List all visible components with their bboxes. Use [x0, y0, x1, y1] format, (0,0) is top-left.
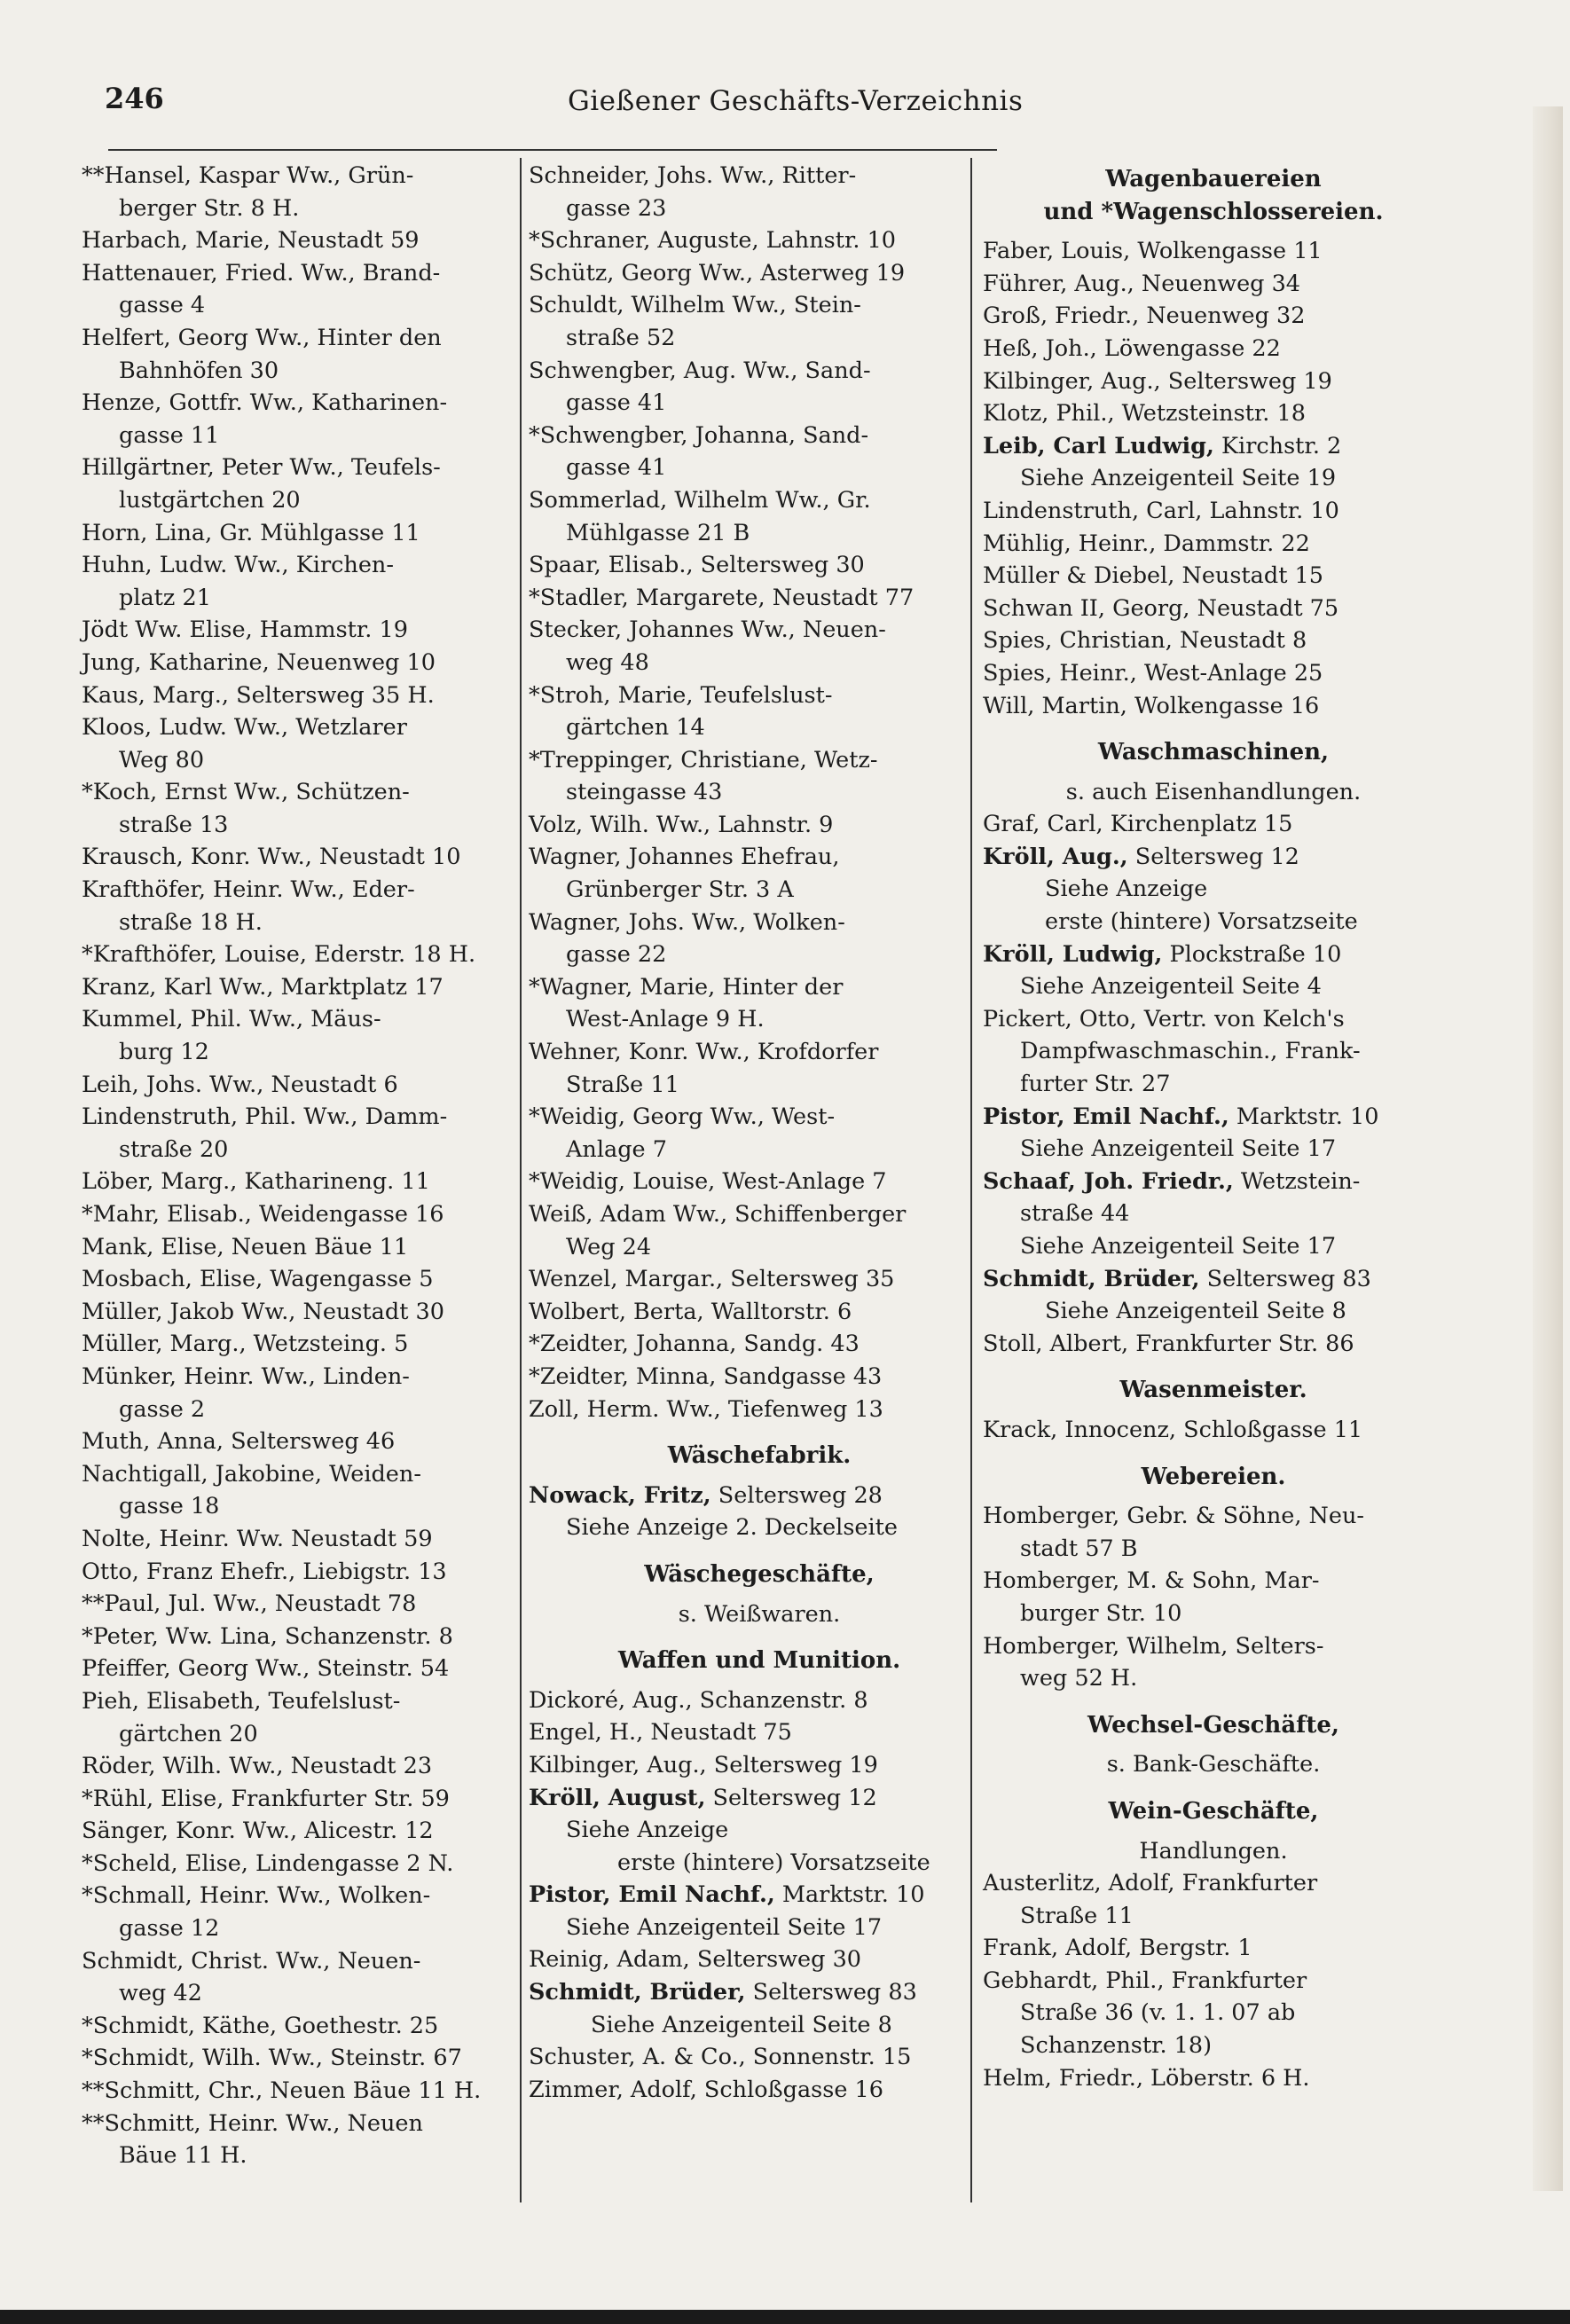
list-item: Groß, Friedr., Neuenweg 32: [983, 302, 1306, 330]
business-address: Marktstr. 10: [1229, 1103, 1379, 1130]
list-item: burg 12: [119, 1039, 209, 1066]
list-item: Kilbinger, Aug., Seltersweg 19: [983, 367, 1332, 395]
list-item: Frank, Adolf, Bergstr. 1: [983, 1935, 1252, 1962]
list-item: [983, 1101, 1444, 1134]
list-item: Spies, Heinr., West-Anlage 25: [983, 659, 1323, 687]
list-item: Pickert, Otto, Vertr. von Kelch's: [983, 1005, 1345, 1032]
cross-reference: s. auch Eisenhandlungen.: [1065, 778, 1362, 805]
list-item: West-Anlage 9 H.: [566, 1006, 765, 1033]
list-item: Hattenauer, Fried. Ww., Brand-: [82, 259, 441, 287]
list-item: Schanzenstr. 18): [1020, 2032, 1213, 2060]
list-item: **Hansel, Kaspar Ww., Grün-: [82, 162, 414, 189]
scan-bottom-edge: [0, 2310, 1570, 2324]
list-item: Müller, Marg., Wetzsteing. 5: [82, 1331, 409, 1358]
list-item: Dampfwaschmaschin., Frank-: [1020, 1038, 1361, 1065]
list-item: Will, Martin, Wolkengasse 16: [983, 692, 1320, 719]
list-item: Röder, Wilh. Ww., Neustadt 23: [82, 1753, 433, 1780]
list-item: *Weidig, Louise, West-Anlage 7: [529, 1168, 887, 1196]
list-item: weg 52 H.: [1020, 1665, 1138, 1692]
list-item: [983, 841, 1444, 874]
business-name: Leib, Carl Ludwig,: [983, 432, 1214, 459]
header-rule: [108, 149, 997, 151]
list-item: Huhn, Ludw. Ww., Kirchen-: [82, 552, 394, 579]
section-heading-wasenmeister: Wasenmeister.: [1119, 1377, 1307, 1404]
list-item: platz 21: [119, 584, 211, 611]
list-item: Stoll, Albert, Frankfurter Str. 86: [983, 1330, 1354, 1357]
cross-reference: s. Weißwaren.: [678, 1600, 841, 1628]
list-item: Homberger, Gebr. & Söhne, Neu-: [983, 1503, 1364, 1530]
list-item: Kilbinger, Aug., Seltersweg 19: [529, 1751, 878, 1778]
list-item: Graf, Carl, Kirchenplatz 15: [983, 811, 1293, 838]
ad-reference: Siehe Anzeigenteil Seite 17: [1020, 1233, 1337, 1260]
list-item: *Peter, Ww. Lina, Schanzenstr. 8: [82, 1622, 453, 1650]
list-item: Schmidt, Christ. Ww., Neuen-: [82, 1947, 421, 1975]
list-item: lustgärtchen 20: [119, 486, 301, 514]
ad-reference: erste (hintere) Vorsatzseite: [1045, 908, 1358, 936]
list-item: Anlage 7: [566, 1135, 667, 1163]
list-item: *Schwengber, Johanna, Sand-: [529, 421, 869, 449]
list-item: Lindenstruth, Phil. Ww., Damm-: [82, 1103, 448, 1131]
business-address: Wetzstein-: [1233, 1167, 1361, 1195]
list-item: gasse 23: [566, 194, 667, 222]
business-address: Seltersweg 83: [745, 1979, 917, 2006]
list-item: straße 44: [1020, 1200, 1130, 1228]
list-item: Leih, Johs. Ww., Neustadt 6: [82, 1071, 398, 1098]
list-item: straße 18 H.: [119, 908, 263, 936]
left-column: [82, 160, 525, 2172]
list-item: straße 13: [119, 811, 229, 838]
list-item: Dickoré, Aug., Schanzenstr. 8: [529, 1686, 868, 1714]
ad-reference: Siehe Anzeigenteil Seite 8: [1045, 1298, 1346, 1325]
list-item: Münker, Heinr. Ww., Linden-: [82, 1362, 410, 1390]
business-name: Schaaf, Joh. Friedr.,: [983, 1167, 1234, 1195]
list-item: Pfeiffer, Georg Ww., Steinstr. 54: [82, 1655, 450, 1683]
list-item: gärtchen 14: [566, 714, 705, 742]
list-item: Bahnhöfen 30: [119, 357, 279, 384]
business-address: Plockstraße 10: [1162, 940, 1342, 968]
list-item: Kummel, Phil. Ww., Mäus-: [82, 1006, 381, 1033]
list-item: Wagner, Johs. Ww., Wolken-: [529, 908, 845, 936]
list-item: Löber, Marg., Katharineng. 11: [82, 1168, 430, 1196]
list-item: Helfert, Georg Ww., Hinter den: [82, 324, 442, 351]
section-subheading-wein: Handlungen.: [1139, 1837, 1288, 1865]
list-item: gärtchen 20: [119, 1720, 258, 1747]
list-item: Sänger, Konr. Ww., Alicestr. 12: [82, 1818, 434, 1845]
list-item: Jung, Katharine, Neuenweg 10: [82, 648, 436, 676]
list-item: Otto, Franz Ehefr., Liebigstr. 13: [82, 1558, 447, 1585]
list-item: weg 42: [119, 1980, 202, 2007]
list-item: **Paul, Jul. Ww., Neustadt 78: [82, 1590, 417, 1618]
list-item: Zimmer, Adolf, Schloßgasse 16: [529, 2076, 883, 2103]
list-item: Straße 11: [566, 1071, 679, 1098]
list-item: Kranz, Karl Ww., Marktplatz 17: [82, 973, 444, 1001]
list-item: Homberger, M. & Sohn, Mar-: [983, 1567, 1320, 1595]
ad-reference: Siehe Anzeigenteil Seite 8: [591, 2011, 892, 2038]
list-item: Schuldt, Wilhelm Ww., Stein-: [529, 292, 861, 319]
list-item: Wehner, Konr. Ww., Krofdorfer: [529, 1039, 879, 1066]
list-item: Schwan II, Georg, Neustadt 75: [983, 594, 1339, 622]
list-item: Wagner, Johannes Ehefrau,: [529, 844, 840, 871]
list-item: gasse 11: [119, 421, 220, 449]
list-item: Weg 24: [566, 1233, 652, 1260]
list-item: Kaus, Marg., Seltersweg 35 H.: [82, 681, 435, 709]
business-address: Seltersweg 12: [1127, 843, 1299, 870]
list-item: gasse 2: [119, 1395, 206, 1423]
business-address: Seltersweg 12: [705, 1784, 877, 1811]
list-item: [529, 1782, 990, 1815]
list-item: Henze, Gottfr. Ww., Katharinen-: [82, 389, 448, 417]
section-heading-waschmaschinen: Waschmaschinen,: [1097, 739, 1330, 766]
page-title: Gießener Geschäfts-Verzeichnis: [568, 85, 1024, 117]
list-item: Krack, Innocenz, Schloßgasse 11: [983, 1416, 1363, 1443]
list-item: Wenzel, Margar., Seltersweg 35: [529, 1266, 895, 1293]
list-item: *Mahr, Elisab., Weidengasse 16: [82, 1201, 444, 1228]
business-name: Kröll, August,: [529, 1784, 706, 1811]
list-item: **Schmitt, Heinr. Ww., Neuen: [82, 2109, 423, 2137]
business-address: Marktstr. 10: [774, 1881, 925, 1909]
section-heading-waeschefabrik: Wäschefabrik.: [667, 1442, 852, 1470]
list-item: gasse 18: [119, 1493, 220, 1520]
list-item: Harbach, Marie, Neustadt 59: [82, 227, 420, 255]
business-name: Kröll, Aug.,: [983, 843, 1128, 870]
list-item: Straße 36 (v. 1. 1. 07 ab: [1020, 1999, 1296, 2027]
list-item: Führer, Aug., Neuenweg 34: [983, 270, 1301, 297]
page-edge-bleed: [1533, 106, 1563, 2191]
list-item: *Stroh, Marie, Teufelslust-: [529, 681, 833, 709]
list-item: gasse 12: [119, 1915, 220, 1943]
list-item: Krausch, Konr. Ww., Neustadt 10: [82, 844, 461, 871]
list-item: Klotz, Phil., Wetzsteinstr. 18: [983, 400, 1306, 428]
list-item: Schwengber, Aug. Ww., Sand-: [529, 357, 871, 384]
list-item: *Koch, Ernst Ww., Schützen-: [82, 779, 410, 806]
list-item: *Schmidt, Käthe, Goethestr. 25: [82, 2012, 439, 2039]
list-item: *Scheld, Elise, Lindengasse 2 N.: [82, 1849, 454, 1877]
list-item: Mank, Elise, Neuen Bäue 11: [82, 1233, 409, 1260]
list-item: Mühlig, Heinr., Dammstr. 22: [983, 530, 1310, 557]
section-heading-wagenschlosser: und *Wagenschlossereien.: [1043, 198, 1384, 225]
list-item: Nachtigall, Jakobine, Weiden-: [82, 1460, 421, 1488]
list-item: Wolbert, Berta, Walltorstr. 6: [529, 1298, 852, 1325]
list-item: Schütz, Georg Ww., Asterweg 19: [529, 259, 906, 287]
list-item: straße 52: [566, 324, 676, 351]
ad-reference: Siehe Anzeigenteil Seite 17: [1020, 1135, 1337, 1163]
page-number: 246: [105, 82, 164, 115]
list-item: burger Str. 10: [1020, 1599, 1182, 1627]
list-item: stadt 57 B: [1020, 1535, 1138, 1562]
list-item: [983, 1263, 1444, 1296]
cross-reference: s. Bank-Geschäfte.: [1106, 1751, 1321, 1778]
list-item: [983, 430, 1444, 463]
list-item: Zoll, Herm. Ww., Tiefenweg 13: [529, 1395, 883, 1423]
list-item: Bäue 11 H.: [119, 2142, 247, 2170]
list-item: [529, 1480, 990, 1512]
list-item: gasse 22: [566, 941, 667, 969]
list-item: gasse 4: [119, 292, 206, 319]
list-item: Reinig, Adam, Seltersweg 30: [529, 1946, 862, 1974]
section-heading-wein: Wein-Geschäfte,: [1108, 1797, 1319, 1825]
list-item: [983, 1166, 1444, 1198]
list-item: steingasse 43: [566, 779, 723, 806]
ad-reference: Siehe Anzeigenteil Seite 17: [566, 1913, 883, 1941]
list-item: Muth, Anna, Seltersweg 46: [82, 1428, 396, 1456]
ad-reference: Siehe Anzeigenteil Seite 19: [1020, 465, 1337, 492]
middle-column: [529, 160, 990, 2106]
list-item: Spies, Christian, Neustadt 8: [983, 627, 1307, 655]
list-item: Jödt Ww. Elise, Hammstr. 19: [82, 616, 408, 644]
list-item: gasse 41: [566, 389, 667, 417]
ad-reference: erste (hintere) Vorsatzseite: [617, 1849, 930, 1876]
list-item: Engel, H., Neustadt 75: [529, 1719, 792, 1747]
list-item: weg 48: [566, 648, 649, 676]
list-item: Lindenstruth, Carl, Lahnstr. 10: [983, 497, 1339, 524]
list-item: Grünberger Str. 3 A: [566, 876, 794, 904]
business-name: Pistor, Emil Nachf.,: [983, 1103, 1229, 1130]
business-address: Seltersweg 83: [1199, 1265, 1371, 1292]
business-name: Kröll, Ludwig,: [983, 940, 1163, 968]
list-item: *Weidig, Georg Ww., West-: [529, 1103, 836, 1131]
section-heading-wechsel: Wechsel-Geschäfte,: [1087, 1711, 1339, 1739]
list-item: [983, 938, 1444, 971]
list-item: Horn, Lina, Gr. Mühlgasse 11: [82, 519, 420, 546]
list-item: berger Str. 8 H.: [119, 194, 300, 222]
list-item: *Wagner, Marie, Hinter der: [529, 973, 844, 1001]
ad-reference: Siehe Anzeigenteil Seite 4: [1020, 973, 1322, 1001]
list-item: Gebhardt, Phil., Frankfurter: [983, 1967, 1307, 1994]
business-name: Schmidt, Brüder,: [529, 1979, 746, 2006]
list-item: Austerlitz, Adolf, Frankfurter: [983, 1870, 1318, 1897]
list-item: Homberger, Wilhelm, Selters-: [983, 1632, 1324, 1660]
list-item: Schuster, A. & Co., Sonnenstr. 15: [529, 2044, 912, 2071]
list-item: Müller, Jakob Ww., Neustadt 30: [82, 1298, 445, 1325]
section-heading-waffen: Waffen und Munition.: [617, 1647, 901, 1675]
list-item: Weiß, Adam Ww., Schiffenberger: [529, 1201, 907, 1228]
list-item: Volz, Wilh. Ww., Lahnstr. 9: [529, 811, 834, 838]
list-item: Pieh, Elisabeth, Teufelslust-: [82, 1687, 401, 1715]
list-item: *Krafthöfer, Louise, Ederstr. 18 H.: [82, 941, 476, 969]
business-address: Kirchstr. 2: [1213, 432, 1342, 459]
list-item: **Schmitt, Chr., Neuen Bäue 11 H.: [82, 2077, 482, 2105]
list-item: Mosbach, Elise, Wagengasse 5: [82, 1266, 434, 1293]
ad-reference: Siehe Anzeige: [566, 1817, 729, 1844]
business-name: Pistor, Emil Nachf.,: [529, 1881, 775, 1909]
ad-reference: Siehe Anzeige 2. Deckelseite: [566, 1514, 898, 1542]
list-item: Hillgärtner, Peter Ww., Teufels-: [82, 454, 441, 482]
list-item: [529, 1976, 990, 2009]
list-item: *Treppinger, Christiane, Wetz-: [529, 746, 878, 773]
list-item: Nolte, Heinr. Ww. Neustadt 59: [82, 1525, 433, 1552]
list-item: Straße 11: [1020, 1902, 1134, 1929]
section-heading-wagenbau: Wagenbauereien: [1105, 166, 1322, 192]
list-item: *Zeidter, Johanna, Sandg. 43: [529, 1331, 860, 1358]
list-item: Mühlgasse 21 B: [566, 519, 750, 546]
list-item: Müller & Diebel, Neustadt 15: [983, 562, 1323, 590]
business-address: Seltersweg 28: [710, 1481, 883, 1509]
list-item: Helm, Friedr., Löberstr. 6 H.: [983, 2064, 1310, 2092]
list-item: Stecker, Johannes Ww., Neuen-: [529, 616, 886, 644]
list-item: Spaar, Elisab., Seltersweg 30: [529, 552, 865, 579]
right-column: [983, 160, 1444, 2094]
list-item: *Stadler, Margarete, Neustadt 77: [529, 584, 915, 611]
list-item: Faber, Louis, Wolkengasse 11: [983, 238, 1323, 265]
list-item: furter Str. 27: [1020, 1071, 1171, 1098]
list-item: gasse 41: [566, 454, 667, 482]
section-heading-webereien: Webereien.: [1141, 1463, 1286, 1490]
list-item: Schneider, Johs. Ww., Ritter-: [529, 162, 857, 189]
business-name: Schmidt, Brüder,: [983, 1265, 1200, 1292]
list-item: Sommerlad, Wilhelm Ww., Gr.: [529, 486, 871, 514]
list-item: straße 20: [119, 1135, 229, 1163]
list-item: [529, 1879, 990, 1912]
list-item: Krafthöfer, Heinr. Ww., Eder-: [82, 876, 415, 904]
ad-reference: Siehe Anzeige: [1045, 875, 1208, 903]
list-item: *Schraner, Auguste, Lahnstr. 10: [529, 227, 897, 255]
list-item: *Schmidt, Wilh. Ww., Steinstr. 67: [82, 2045, 462, 2072]
list-item: Heß, Joh., Löwengasse 22: [983, 334, 1281, 362]
section-heading-waeschegeschaefte: Wäschegeschäfte,: [644, 1560, 875, 1588]
list-item: *Schmall, Heinr. Ww., Wolken-: [82, 1882, 431, 1910]
business-name: Nowack, Fritz,: [529, 1481, 711, 1509]
page-header: [105, 82, 1024, 131]
list-item: *Zeidter, Minna, Sandgasse 43: [529, 1362, 883, 1390]
list-item: Kloos, Ludw. Ww., Wetzlarer: [82, 714, 407, 742]
list-item: *Rühl, Elise, Frankfurter Str. 59: [82, 1785, 450, 1812]
list-item: Weg 80: [119, 746, 205, 773]
